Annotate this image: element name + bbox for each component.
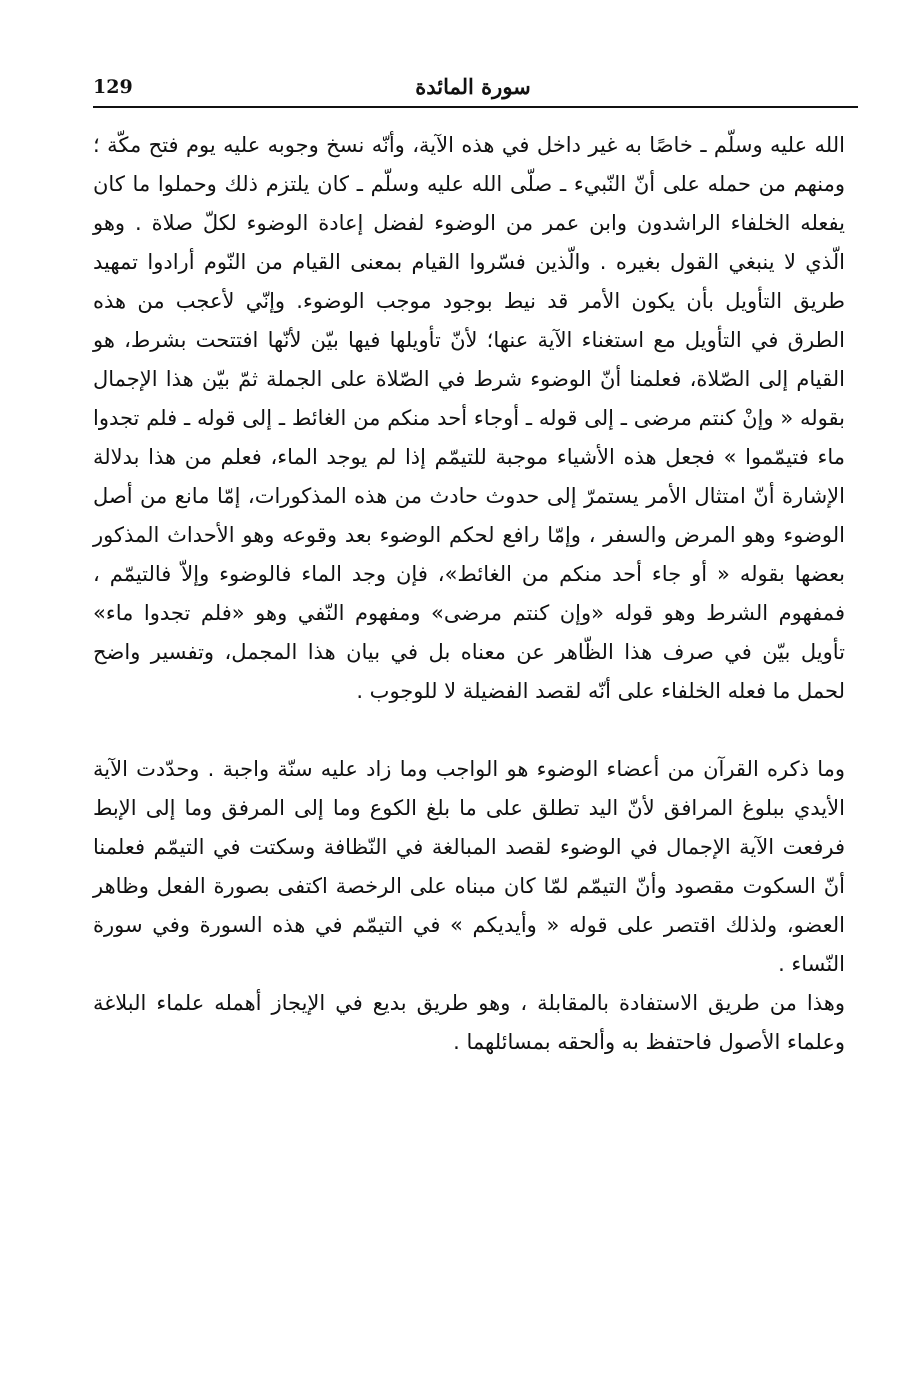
paragraph: الله عليه وسلّم ـ خاصًا به غير داخل في هذه الآية، وأنّه نسخ وجوبه عليه يوم فتح مكّة ؛ ومنهم من حمله على أنّ النّبيء ـ صلّى الله عليه وسلّم ـ كان يلتزم ذلك وحملوا ما كان يفعله الخلفاء الراشدون وابن عمر من الوضوء لفضل إعادة الوضوء لكلّ صلاة . وهو الّذي لا ينبغي القول بغيره . والّذين فسّروا القيام بمعنى القيام من النّوم أرادوا تمهيد طريق التأويل بأن يكون الأمر قد نيط بوجود موجب الوضوء. وإنّي لأعجب من هذه الطرق في التأويل مع استغناء الآية عنها؛ لأنّ تأويلها فيها بيّن لأنّها افتتحت بشرط، هو القيام إلى الصّلاة، فعلمنا أنّ الوضوء شرط في الصّلاة على الجملة ثمّ بيّن هذا الإجمال بقوله « وإنْ كنتم مرضى ـ إلى قوله ـ أوجاء أحد منكم من الغائط ـ إلى قوله ـ فلم تجدوا ماء فتيمّموا » فجعل هذه الأشياء موجبة للتيمّم إذا لم يوجد الماء، فعلم من هذا بدلالة الإشارة أنّ امتثال الأمر يستمرّ إلى حدوث حادث من هذه المذكورات، إمّا مانع من أصل الوضوء وهو المرض والسفر ، وإمّا رافع لحكم الوضوء بعد وقوعه وهو الأحداث المذكور بعضها بقوله « أو جاء أحد منكم من الغائط»، فإن وجد الماء فالوضوء وإلاّ فالتيمّم ، فمفهوم الشرط وهو قوله «وإن كنتم مرضى» ومفهوم النّفي وهو «فلم تجدوا ماء» تأويل بيّن في صرف هذا الظّاهر عن معناه بل في بيان هذا المجمل، وتفسير واضح لحمل ما فعله الخلفاء على أنّه لقصد الفضيلة لا للوجوب .: [93, 133, 845, 703]
header-rule: [93, 106, 858, 108]
paragraph: وما ذكره القرآن من أعضاء الوضوء هو الواجب وما زاد عليه سنّة واجبة . وحدّدت الآية الأيدي ببلوغ المرافق لأنّ اليد تطلق على ما بلغ الكوع وما إلى المرفق وما إلى الإبط فرفعت الآية الإجمال في الوضوء لقصد المبالغة في النّظافة وسكتت في التيمّم فعلمنا أنّ السكوت مقصود وأنّ التيمّم لمّا كان مبناه على الرخصة اكتفى بصورة الفعل وظاهر العضو، ولذلك اقتصر على قوله « وأيديكم » في التيمّم في هذه السورة وفي سورة النّساء .: [93, 757, 845, 976]
body-text: [93, 126, 845, 1062]
running-title: سورة المائدة: [415, 74, 531, 99]
paragraph: وهذا من طريق الاستفادة بالمقابلة ، وهو طريق بديع في الإيجاز أهمله علماء البلاغة وعلماء الأصول فاحتفظ به وألحقه بمسائلهما .: [93, 991, 845, 1054]
page-header: [93, 72, 853, 106]
page-number: 129: [93, 76, 133, 98]
